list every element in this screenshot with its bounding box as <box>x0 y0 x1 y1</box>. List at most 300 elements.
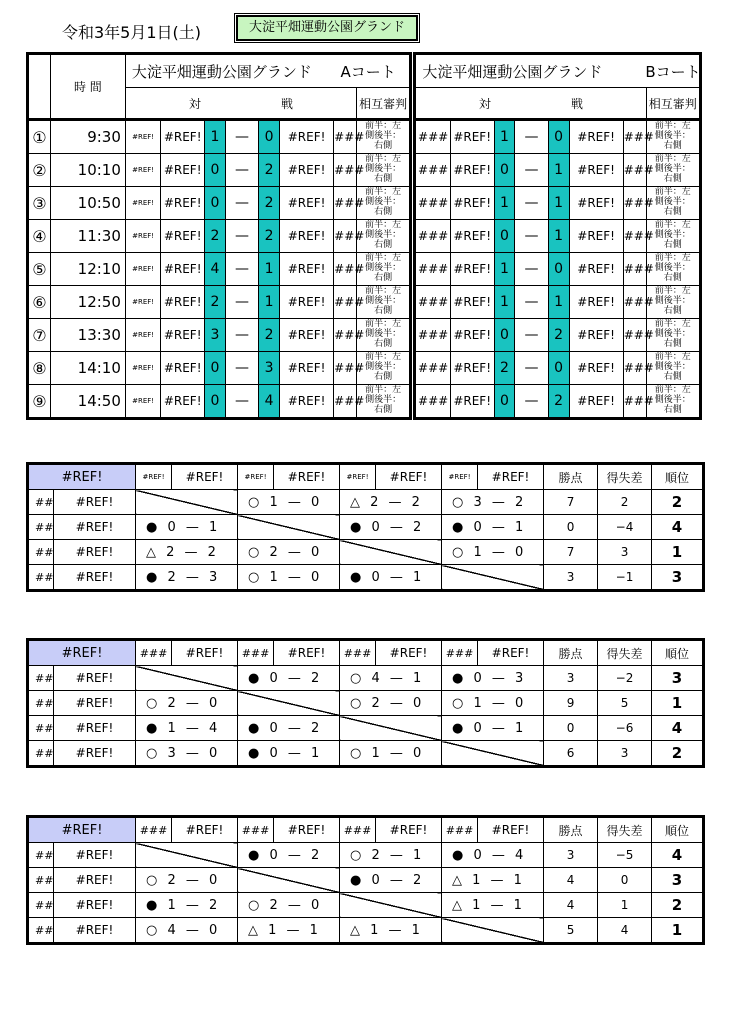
team-prefix: ### <box>415 319 450 352</box>
team-goal-diff: 3 <box>598 741 652 767</box>
referee-line: 前半：左 <box>365 286 402 296</box>
self-match-cell <box>442 565 544 591</box>
match-result: ● 0 — 3 <box>442 666 544 691</box>
score-away: 0 <box>548 253 569 286</box>
match-number: ④ <box>28 220 51 253</box>
points-header: 勝点 <box>544 817 598 843</box>
self-match-cell <box>136 490 238 515</box>
referee-note <box>646 154 700 187</box>
score-home: 2 <box>205 286 226 319</box>
team-prefix: #REF! <box>125 220 160 253</box>
score-dash: — <box>515 154 548 187</box>
team-home: #REF! <box>161 253 205 286</box>
team-home: #REF! <box>450 154 494 187</box>
score-home: 2 <box>494 352 515 385</box>
referee-line: 側後半： <box>654 395 691 405</box>
team-away: #REF! <box>569 286 623 319</box>
team-rank: 2 <box>652 490 704 515</box>
team-points: 0 <box>544 515 598 540</box>
referee-line: 側後半： <box>365 131 402 141</box>
score-away: 1 <box>548 187 569 220</box>
team-away-suffix: ### <box>623 385 646 419</box>
team-away: #REF! <box>569 220 623 253</box>
opponent-prefix: ### <box>442 640 478 666</box>
score-home: 1 <box>494 120 515 154</box>
score-dash: — <box>225 220 258 253</box>
team-prefix: #REF! <box>125 120 160 154</box>
referee-line: 前半：左 <box>654 385 691 395</box>
team-away: #REF! <box>280 120 334 154</box>
referee-line: 前半：左 <box>654 121 691 131</box>
score-dash: — <box>225 352 258 385</box>
match-result: ● 2 — 3 <box>136 565 238 591</box>
vs-header-b <box>415 88 646 120</box>
referee-line: 前半：左 <box>365 154 402 164</box>
team-id: ## <box>28 565 54 591</box>
score-dash: — <box>225 286 258 319</box>
team-prefix: #REF! <box>125 253 160 286</box>
team-away-suffix: ### <box>334 154 357 187</box>
match-result: ○ 1 — 0 <box>238 490 340 515</box>
team-goal-diff: −5 <box>598 843 652 868</box>
team-id: ## <box>28 868 54 893</box>
team-home: #REF! <box>161 385 205 419</box>
referee-note <box>357 187 411 220</box>
score-home: 0 <box>205 154 226 187</box>
team-name: #REF! <box>54 868 136 893</box>
match-result: ○ 2 — 0 <box>136 691 238 716</box>
team-name: #REF! <box>54 666 136 691</box>
league-row <box>28 666 704 691</box>
team-name: #REF! <box>54 565 136 591</box>
referee-line: 側後半： <box>365 230 402 240</box>
team-id: ## <box>28 515 54 540</box>
referee-line: 側後半： <box>365 362 402 372</box>
team-away-suffix: ### <box>623 319 646 352</box>
score-dash: — <box>515 220 548 253</box>
league-row <box>28 691 704 716</box>
match-result: ● 0 — 2 <box>340 515 442 540</box>
match-row <box>28 352 701 385</box>
team-away: #REF! <box>569 187 623 220</box>
score-dash: — <box>515 286 548 319</box>
league-row <box>28 716 704 741</box>
referee-line: 側後半： <box>654 296 691 306</box>
referee-line: 側後半： <box>654 263 691 273</box>
opponent-prefix: #REF! <box>442 464 478 490</box>
score-home: 0 <box>494 319 515 352</box>
team-away-suffix: ### <box>623 286 646 319</box>
score-home: 2 <box>205 220 226 253</box>
team-goal-diff: −2 <box>598 666 652 691</box>
team-home: #REF! <box>450 187 494 220</box>
match-number: ① <box>28 120 51 154</box>
team-home: #REF! <box>161 220 205 253</box>
opponent-name: #REF! <box>274 640 340 666</box>
match-number: ⑨ <box>28 385 51 419</box>
match-result: ○ 4 — 1 <box>340 666 442 691</box>
opponent-name: #REF! <box>478 817 544 843</box>
score-away: 1 <box>548 286 569 319</box>
referee-line: 側後半： <box>654 164 691 174</box>
referee-line: 側後半： <box>365 197 402 207</box>
team-goal-diff: 0 <box>598 868 652 893</box>
league-row <box>28 515 704 540</box>
match-row <box>28 154 701 187</box>
referee-line: 右側 <box>374 207 393 217</box>
team-home: #REF! <box>161 187 205 220</box>
team-away-suffix: ### <box>334 286 357 319</box>
team-away-suffix: ### <box>334 385 357 419</box>
match-result: ○ 1 — 0 <box>238 565 340 591</box>
score-dash: — <box>225 120 258 154</box>
score-home: 4 <box>205 253 226 286</box>
team-id: ## <box>28 893 54 918</box>
match-result: ● 0 — 4 <box>442 843 544 868</box>
team-away: #REF! <box>280 154 334 187</box>
referee-line: 右側 <box>663 207 682 217</box>
score-home: 0 <box>205 385 226 419</box>
referee-note <box>646 286 700 319</box>
league-row <box>28 843 704 868</box>
score-home: 0 <box>494 385 515 419</box>
referee-line: 右側 <box>374 339 393 349</box>
referee-line: 前半：左 <box>654 154 691 164</box>
referee-line: 前半：左 <box>365 253 402 263</box>
match-row <box>28 385 701 419</box>
rank-header: 順位 <box>652 464 704 490</box>
match-result: △ 1 — 1 <box>442 893 544 918</box>
league-corner: #REF! <box>28 817 136 843</box>
score-home: 0 <box>205 352 226 385</box>
match-result: ○ 1 — 0 <box>442 691 544 716</box>
referee-note <box>357 319 411 352</box>
blank-corner <box>28 54 51 120</box>
referee-line: 前半：左 <box>654 286 691 296</box>
match-result: △ 1 — 1 <box>340 918 442 944</box>
referee-note <box>357 286 411 319</box>
referee-line: 前半：左 <box>365 187 402 197</box>
team-rank: 1 <box>652 918 704 944</box>
team-away: #REF! <box>280 286 334 319</box>
court-b-venue: 大淀平畑運動公園グランド <box>422 62 603 81</box>
referee-line: 右側 <box>663 372 682 382</box>
referee-line: 右側 <box>374 306 393 316</box>
referee-note <box>646 120 700 154</box>
team-home: #REF! <box>161 352 205 385</box>
opponent-name: #REF! <box>172 817 238 843</box>
self-match-cell <box>238 868 340 893</box>
score-away: 2 <box>548 385 569 419</box>
match-row <box>28 187 701 220</box>
team-away-suffix: ### <box>623 120 646 154</box>
score-away: 0 <box>548 120 569 154</box>
referee-line: 側後半： <box>654 197 691 207</box>
match-number: ⑦ <box>28 319 51 352</box>
referee-line: 前半：左 <box>365 121 402 131</box>
referee-note <box>357 352 411 385</box>
team-away: #REF! <box>280 385 334 419</box>
venue-badge: 大淀平畑運動公園グランド <box>236 15 418 41</box>
team-points: 7 <box>544 490 598 515</box>
team-home: #REF! <box>161 154 205 187</box>
referee-note <box>357 120 411 154</box>
score-home: 3 <box>205 319 226 352</box>
team-home: #REF! <box>450 319 494 352</box>
team-prefix: ### <box>415 286 450 319</box>
referee-line: 右側 <box>374 273 393 283</box>
match-result: ● 0 — 1 <box>442 515 544 540</box>
self-match-cell <box>442 741 544 767</box>
court-a-venue: 大淀平畑運動公園グランド <box>131 62 312 81</box>
team-name: #REF! <box>54 741 136 767</box>
opponent-name: #REF! <box>274 817 340 843</box>
court-b-title <box>415 54 701 88</box>
team-rank: 4 <box>652 515 704 540</box>
team-prefix: ### <box>415 385 450 419</box>
match-time: 12:10 <box>50 253 125 286</box>
team-goal-diff: 2 <box>598 490 652 515</box>
team-away-suffix: ### <box>623 253 646 286</box>
score-home: 1 <box>494 187 515 220</box>
referee-note <box>646 187 700 220</box>
team-away: #REF! <box>569 319 623 352</box>
score-dash: — <box>515 187 548 220</box>
referee-line: 前半：左 <box>365 385 402 395</box>
referee-line: 側後半： <box>365 263 402 273</box>
match-result: ● 0 — 2 <box>238 666 340 691</box>
match-time: 9:30 <box>50 120 125 154</box>
referee-line: 右側 <box>663 306 682 316</box>
score-home: 0 <box>494 220 515 253</box>
team-home: #REF! <box>450 220 494 253</box>
self-match-cell <box>442 918 544 944</box>
referee-line: 右側 <box>374 372 393 382</box>
referee-line: 側後半： <box>654 131 691 141</box>
team-rank: 4 <box>652 716 704 741</box>
referee-line: 側後半： <box>365 164 402 174</box>
team-home: #REF! <box>161 319 205 352</box>
team-away: #REF! <box>569 154 623 187</box>
team-goal-diff: 3 <box>598 540 652 565</box>
goal-diff-header: 得失差 <box>598 817 652 843</box>
team-prefix: ### <box>415 253 450 286</box>
match-number: ② <box>28 154 51 187</box>
team-away: #REF! <box>569 120 623 154</box>
referee-note <box>646 385 700 419</box>
referee-line: 側後半： <box>654 230 691 240</box>
referee-note <box>646 352 700 385</box>
team-rank: 3 <box>652 666 704 691</box>
referee-line: 右側 <box>663 174 682 184</box>
team-prefix: ### <box>415 154 450 187</box>
referee-line: 前半：左 <box>365 220 402 230</box>
score-away: 2 <box>259 154 280 187</box>
match-result: ● 0 — 1 <box>136 515 238 540</box>
score-away: 2 <box>259 220 280 253</box>
team-id: ## <box>28 918 54 944</box>
opponent-name: #REF! <box>172 640 238 666</box>
team-rank: 2 <box>652 893 704 918</box>
team-prefix: #REF! <box>125 319 160 352</box>
team-goal-diff: 4 <box>598 918 652 944</box>
opponent-name: #REF! <box>376 817 442 843</box>
match-time: 10:50 <box>50 187 125 220</box>
match-result: △ 1 — 1 <box>442 868 544 893</box>
court-a-label: Aコート <box>340 62 396 81</box>
team-name: #REF! <box>54 691 136 716</box>
match-row <box>28 319 701 352</box>
score-dash: — <box>225 385 258 419</box>
match-number: ⑥ <box>28 286 51 319</box>
match-result: ● 0 — 1 <box>442 716 544 741</box>
opponent-name: #REF! <box>376 464 442 490</box>
rank-header: 順位 <box>652 640 704 666</box>
court-b-label: Bコート <box>645 62 701 81</box>
match-row <box>28 286 701 319</box>
score-away: 1 <box>259 253 280 286</box>
league-table-1 <box>26 462 705 592</box>
league-row <box>28 540 704 565</box>
team-rank: 4 <box>652 843 704 868</box>
match-row <box>28 220 701 253</box>
referee-line: 右側 <box>374 405 393 415</box>
vs-label-1: 対 <box>188 96 201 111</box>
league-row <box>28 868 704 893</box>
score-home: 0 <box>205 187 226 220</box>
league-corner: #REF! <box>28 640 136 666</box>
match-time: 14:10 <box>50 352 125 385</box>
referee-line: 前半：左 <box>654 319 691 329</box>
team-away-suffix: ### <box>334 319 357 352</box>
team-away-suffix: ### <box>623 154 646 187</box>
team-home: #REF! <box>161 286 205 319</box>
referee-line: 前半：左 <box>365 319 402 329</box>
team-prefix: ### <box>415 220 450 253</box>
team-rank: 1 <box>652 691 704 716</box>
league-row <box>28 893 704 918</box>
team-away-suffix: ### <box>334 253 357 286</box>
team-name: #REF! <box>54 716 136 741</box>
team-id: ## <box>28 490 54 515</box>
score-dash: — <box>225 253 258 286</box>
score-home: 1 <box>494 286 515 319</box>
team-home: #REF! <box>161 120 205 154</box>
opponent-prefix: #REF! <box>340 464 376 490</box>
opponent-name: #REF! <box>172 464 238 490</box>
team-goal-diff: −4 <box>598 515 652 540</box>
match-number: ⑧ <box>28 352 51 385</box>
match-row <box>28 120 701 154</box>
team-rank: 3 <box>652 565 704 591</box>
referee-note <box>646 253 700 286</box>
match-result: ○ 2 — 1 <box>340 843 442 868</box>
referee-line: 右側 <box>374 240 393 250</box>
team-home: #REF! <box>450 286 494 319</box>
match-number: ⑤ <box>28 253 51 286</box>
self-match-cell <box>238 515 340 540</box>
match-result: △ 1 — 1 <box>238 918 340 944</box>
opponent-prefix: #REF! <box>136 464 172 490</box>
score-away: 1 <box>548 220 569 253</box>
league-table-2 <box>26 638 705 768</box>
league-row <box>28 565 704 591</box>
score-away: 4 <box>259 385 280 419</box>
team-prefix: #REF! <box>125 385 160 419</box>
score-away: 2 <box>548 319 569 352</box>
team-home: #REF! <box>450 352 494 385</box>
match-result: ○ 4 — 0 <box>136 918 238 944</box>
score-away: 0 <box>259 120 280 154</box>
team-away: #REF! <box>280 220 334 253</box>
score-dash: — <box>515 120 548 154</box>
match-time: 10:10 <box>50 154 125 187</box>
opponent-name: #REF! <box>478 464 544 490</box>
referee-note <box>357 385 411 419</box>
score-home: 1 <box>494 253 515 286</box>
match-row <box>28 253 701 286</box>
team-points: 7 <box>544 540 598 565</box>
score-away: 2 <box>259 319 280 352</box>
self-match-cell <box>136 843 238 868</box>
referee-line: 前半：左 <box>365 352 402 362</box>
referee-line: 側後半： <box>654 329 691 339</box>
team-away: #REF! <box>569 352 623 385</box>
score-away: 2 <box>259 187 280 220</box>
team-prefix: #REF! <box>125 286 160 319</box>
score-dash: — <box>515 319 548 352</box>
team-rank: 3 <box>652 868 704 893</box>
league-row <box>28 741 704 767</box>
team-prefix: #REF! <box>125 352 160 385</box>
league-table-3 <box>26 815 705 945</box>
referee-note <box>646 319 700 352</box>
match-time: 12:50 <box>50 286 125 319</box>
team-away: #REF! <box>569 385 623 419</box>
court-a-title <box>125 54 410 88</box>
team-prefix: ### <box>415 187 450 220</box>
team-name: #REF! <box>54 843 136 868</box>
match-result: △ 2 — 2 <box>136 540 238 565</box>
team-away: #REF! <box>280 253 334 286</box>
vs-label-2: 戦 <box>571 96 584 111</box>
self-match-cell <box>238 691 340 716</box>
referee-header-a: 相互審判 <box>357 88 411 120</box>
referee-note <box>357 253 411 286</box>
score-dash: — <box>515 385 548 419</box>
match-result: △ 2 — 2 <box>340 490 442 515</box>
time-header: 時 間 <box>50 54 125 120</box>
opponent-prefix: ### <box>136 640 172 666</box>
match-result: ○ 3 — 0 <box>136 741 238 767</box>
team-name: #REF! <box>54 515 136 540</box>
match-result: ○ 1 — 0 <box>442 540 544 565</box>
team-prefix: #REF! <box>125 154 160 187</box>
match-result: ● 0 — 1 <box>340 565 442 591</box>
referee-line: 側後半： <box>365 296 402 306</box>
self-match-cell <box>340 540 442 565</box>
referee-line: 前半：左 <box>654 187 691 197</box>
referee-line: 右側 <box>663 240 682 250</box>
opponent-name: #REF! <box>274 464 340 490</box>
team-points: 6 <box>544 741 598 767</box>
rank-header: 順位 <box>652 817 704 843</box>
score-away: 0 <box>548 352 569 385</box>
team-name: #REF! <box>54 918 136 944</box>
team-away: #REF! <box>280 187 334 220</box>
opponent-prefix: ### <box>340 817 376 843</box>
match-result: ● 0 — 2 <box>238 843 340 868</box>
